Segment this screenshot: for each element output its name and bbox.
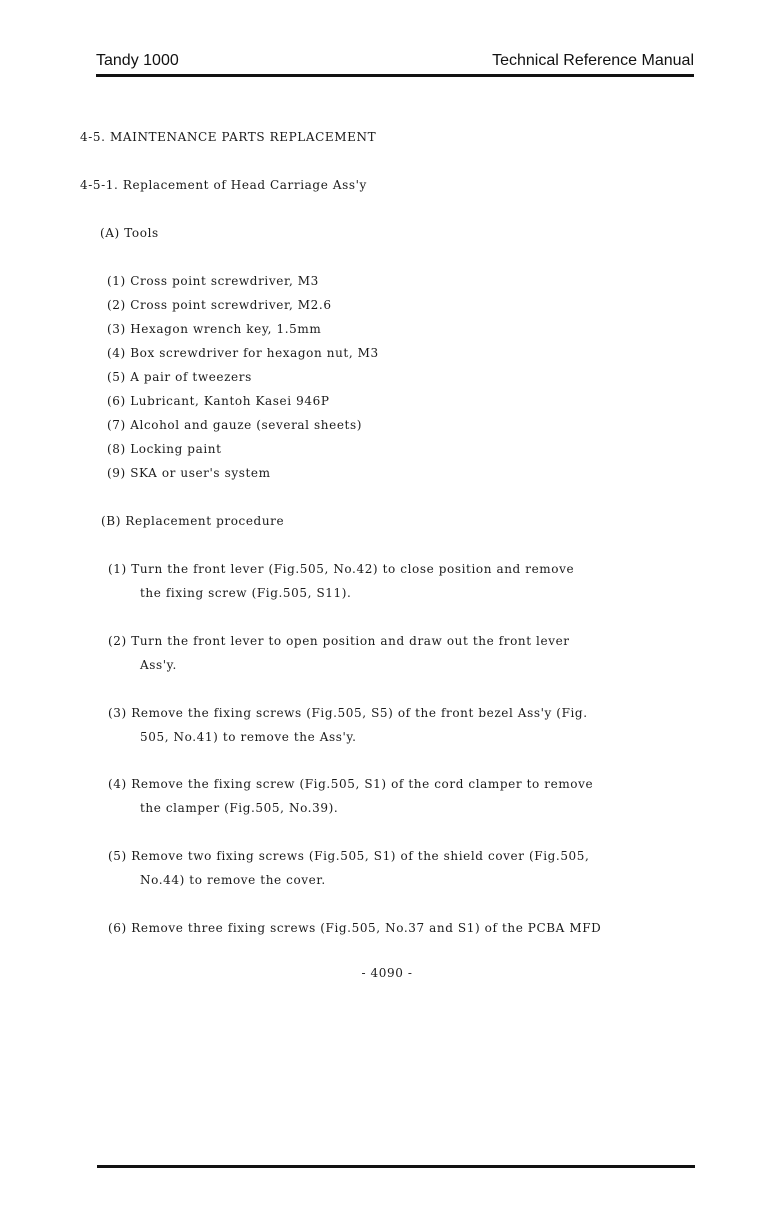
subsection-title: 4-5-1. Replacement of Head Carriage Ass'y	[80, 178, 367, 192]
tool-item: (5) A pair of tweezers	[107, 370, 252, 384]
tools-heading: (A) Tools	[100, 226, 159, 240]
tool-item: (2) Cross point screwdriver, M2.6	[107, 298, 332, 312]
tool-item: (3) Hexagon wrench key, 1.5mm	[107, 322, 322, 336]
footer-rule	[97, 1165, 695, 1168]
tool-item: (9) SKA or user's system	[107, 466, 271, 480]
procedure-heading: (B) Replacement procedure	[101, 514, 285, 528]
tool-item: (6) Lubricant, Kantoh Kasei 946P	[107, 394, 330, 408]
page-header-left: Tandy 1000	[96, 52, 179, 69]
header-rule	[96, 74, 694, 77]
tool-item: (4) Box screwdriver for hexagon nut, M3	[107, 346, 379, 360]
tool-item: (8) Locking paint	[107, 442, 222, 456]
page-header-right: Technical Reference Manual	[492, 52, 694, 69]
tool-item: (1) Cross point screwdriver, M3	[107, 274, 319, 288]
page-number: - 4090 -	[361, 966, 413, 980]
tool-item: (7) Alcohol and gauze (several sheets)	[107, 418, 362, 432]
section-title: 4-5. MAINTENANCE PARTS REPLACEMENT	[80, 130, 377, 144]
